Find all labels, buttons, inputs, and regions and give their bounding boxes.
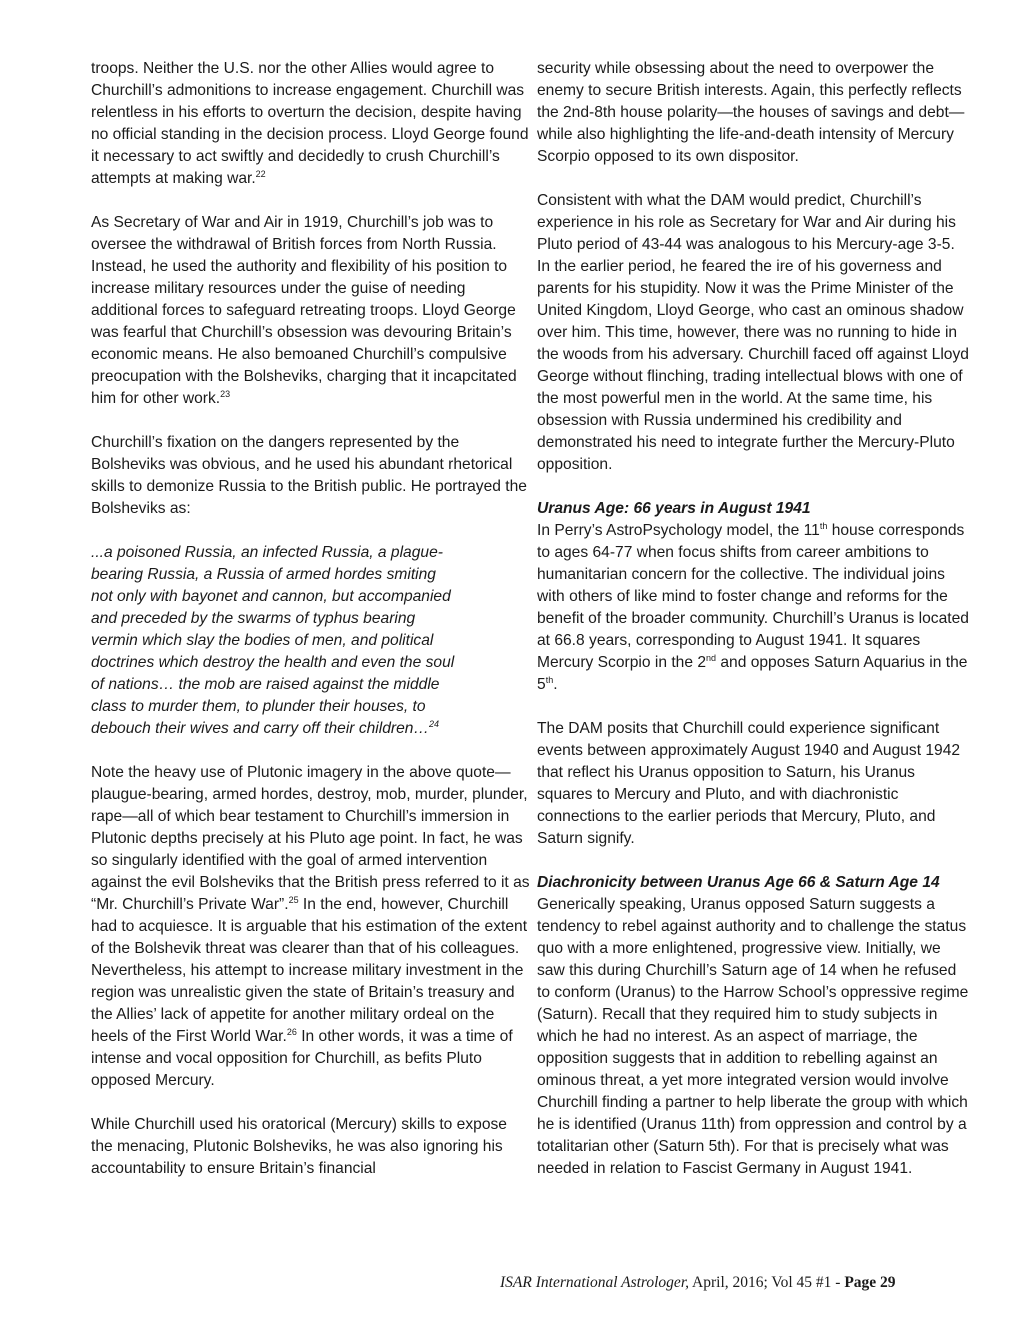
left-paragraph-3: Churchill’s fixation on the dangers represented by the Bolsheviks was obvious, and he used his abundant rhetorical skills to demonize Russia to the British public. He portrayed the Bolsheviks as:	[91, 434, 527, 517]
diachronicity-section: Diachronicity between Uranus Age 66 & Saturn Age 14 Generically speaking, Uranus opposed Saturn suggests a tendency to rebel against authority and to challenge the status quo with a more enlightened, progressive view. Initially, we saw this during Churchill’s Saturn age of 14 when he refused to conform (Uranus) to the Harrow School’s oppressive regime (Saturn). Recall that they required him to study subjects in which he had no interest. As an aspect of marriage, the opposition suggests that in addition to rebelling against an ominous threat, a yet more integrated version would involve Churchill finding a partner to help liberate the group with which he is identified (Uranus 11th) from oppression and control by a totalitarian other (Saturn 5th). For that is precisely what was needed in relation to Fascist Germany in August 1941.	[537, 874, 969, 1177]
left-paragraph-2: As Secretary of War and Air in 1919, Churchill’s job was to oversee the withdrawal of British forces from North Russia. Instead, he used the authority and flexibility of his position to increase military resources under the guise of needing additional forces to safeguard retreating troops. Lloyd George was fearful that Churchill’s obsession was devouring Britain’s economic means. He also bemoaned Churchill’s compulsive preocupation with the Bolsheviks, charging that it incapcitated him for other work.$^{23}$	[91, 214, 517, 407]
uranus-age-section: Uranus Age: 66 years in August 1941 In Perry’s AstroPsychology model, the 11th house corresponds to ages 64-77 when focus shifts from career ambitions to humanitarian concern for the collective. The individual joins with others of like mind to foster change and reforms for the benefit of the broader community. Churchill’s Uranus is located at 66.8 years, corresponding to August 1941. It squares Mercury Scorpio in the 2nd and opposes Saturn Aquarius in the 5th.	[537, 500, 969, 693]
left-paragraph-1: troops. Neither the U.S. nor the other Allies would agree to Churchill’s admonitions to increase engagement. Churchill was relentless in his efforts to overturn the decision, despite having no official standing in the decision process. Lloyd George found it necessary to act swiftly and decidedly to crush Churchill’s attempts at making war.$^{22}$	[91, 60, 529, 187]
right-paragraph-2: Consistent with what the DAM would predict, Churchill’s experience in his role as Secretary for War and Air during his Pluto period of 43-44 was analogous to his Mercury-age 3-5. In the earlier period, he feared the ire of his governess and parents for his stupidity. Now it was the Prime Minister of the United Kingdom, Lloyd George, who cast an ominous shadow over him. This time, however, there was no running to hide in the woods from his adversary. Churchill faced off against Lloyd George without flinching, trading intellectual blows with one of the most powerful men in the world. At the same time, his obsession with Russia undermined his credibility and demonstrated his need to integrate further the Mercury-Pluto opposition.	[537, 192, 969, 473]
footnote-ref: 25	[288, 894, 299, 905]
section-heading-diachronicity: Diachronicity between Uranus Age 66 & Saturn Age 14	[537, 874, 940, 891]
footnote-ref: 26	[286, 1026, 297, 1037]
left-paragraph-5: While Churchill used his oratorical (Mercury) skills to expose the menacing, Plutonic Bolsheviks, he was also ignoring his accountability to ensure Britain’s financial	[91, 1116, 507, 1177]
left-paragraph-4: Note the heavy use of Plutonic imagery in the above quote—plaugue-bearing, armed hordes, destroy, mob, murder, plunder, rape—all of which bear testament to Churchill’s immersion in Plutonic depths precisely at his Pluto age point. In fact, he was so singularly identified with the goal of armed intervention against the evil Bolsheviks that the British press referred to it as “Mr. Churchill’s Private War”.$^{25}$ In the end, however, Churchill had to acquiesce. It is arguable that his estimation of the extent of the Bolshevik threat was clearer than that of his colleagues. Nevertheless, his attempt to increase military investment in the region was unrealistic given the state of Britain’s treasury and the Allies’ lack of appetite for another military ordeal on the heels of the First World War.$^{26}$ In other words, it was a time of intense and vocal opposition for Churchill, as befits Pluto opposed Mercury.	[91, 764, 530, 1089]
page-number: Page 29	[844, 1274, 896, 1291]
footnote-ref: 24	[429, 718, 440, 729]
footnote-ref: 23	[220, 388, 231, 399]
issue-info: April, 2016; Vol 45 #1 -	[689, 1274, 845, 1291]
right-paragraph-4: The DAM posits that Churchill could experience significant events between approximately August 1940 and August 1942 that reflect his Uranus opposition to Saturn, his Uranus squares to Mercury and Pluto, and with diachronistic connections to the earlier periods that Mercury, Pluto, and Saturn signify.	[537, 720, 961, 847]
page-footer	[500, 1274, 896, 1292]
right-paragraph-1: security while obsessing about the need to overpower the enemy to secure British interests. Again, this perfectly reflects the 2nd-8th house polarity—the houses of savings and debt—while also highlighting the life-and-death intensity of Mercury Scorpio opposed to its own dispositor.	[537, 60, 965, 165]
right-column	[537, 58, 969, 1180]
footnote-ref: 22	[255, 168, 266, 179]
left-column	[91, 58, 531, 1180]
publication-name: ISAR International Astrologer,	[500, 1274, 690, 1291]
section-heading-uranus-age: Uranus Age: 66 years in August 1941	[537, 500, 811, 517]
block-quote: ...a poisoned Russia, an infected Russia, a plague-bearing Russia, a Russia of armed hordes smiting not only with bayonet and cannon, but accompanied and preceded by the swarms of typhus bearing vermin which slay the bodies of men, and political doctrines which destroy the health and even the soul of nations… the mob are raised against the middle class to murder them, to plunder their houses, to debouch their wives and carry off their children…$^{24}$	[91, 544, 455, 737]
